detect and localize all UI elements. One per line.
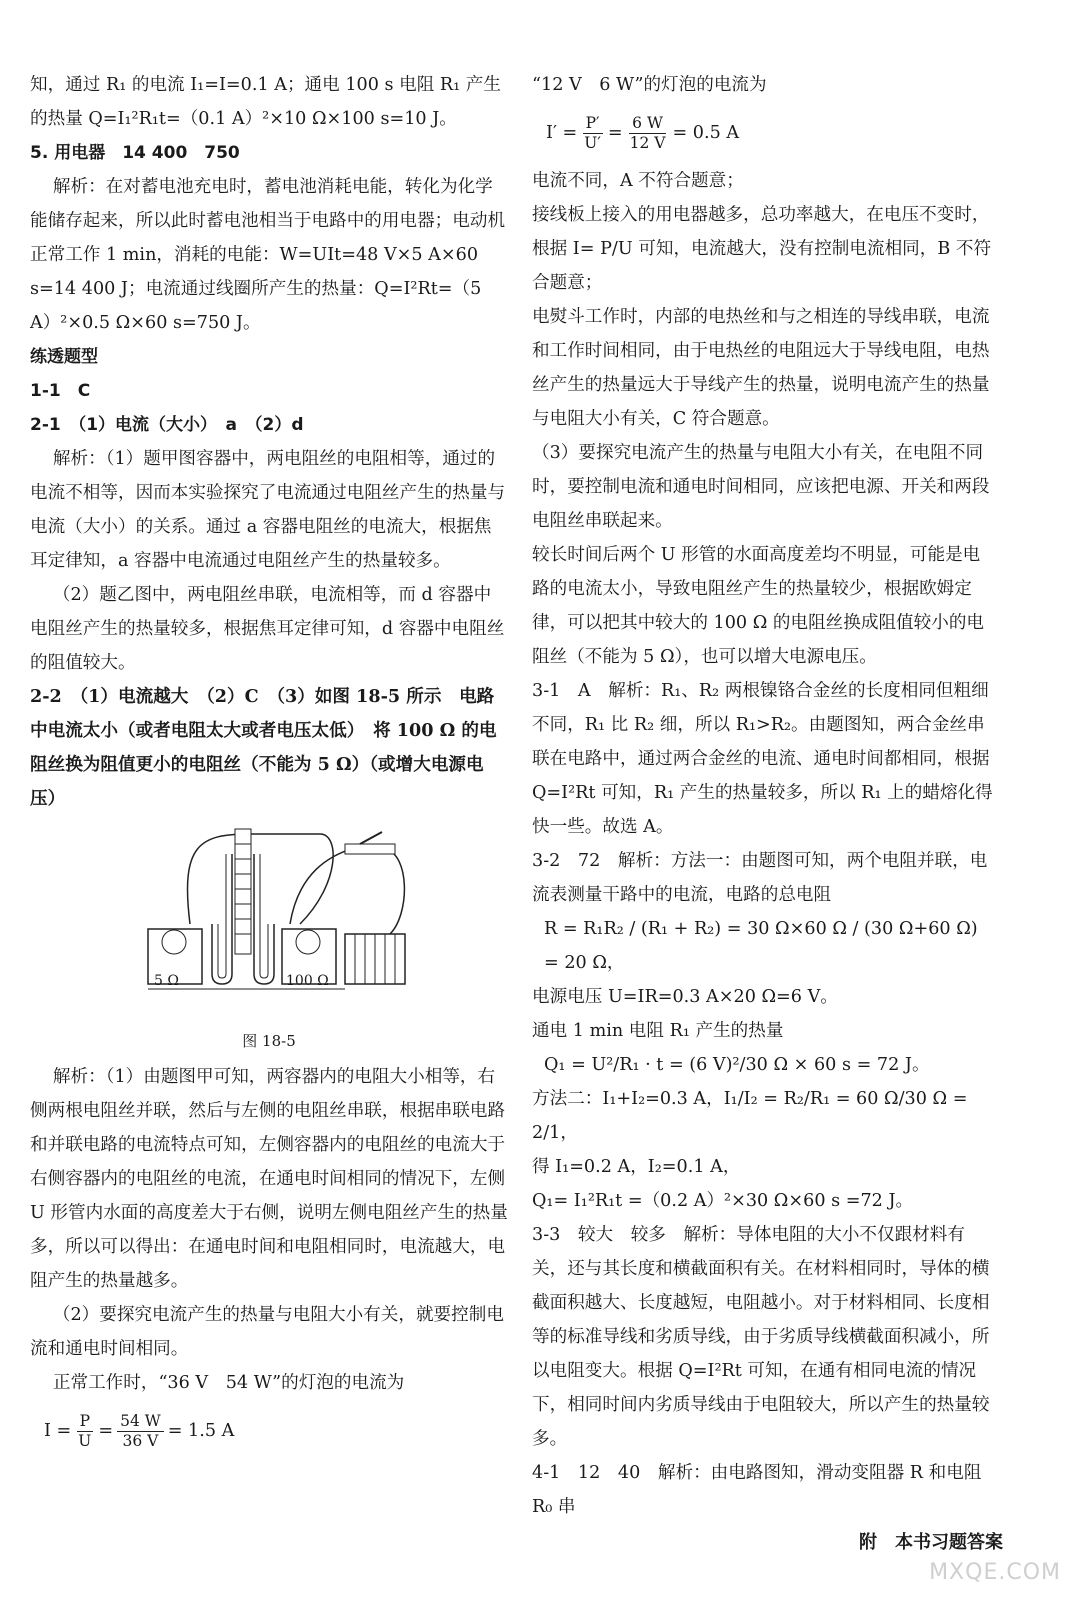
denominator: U′ xyxy=(584,133,601,152)
denominator: 12 V xyxy=(629,133,666,152)
answer-3-2: 3-2 72 解析：方法一：由题图可知，两个电阻并联，电流表测量干路中的电流，电路的总电阻 xyxy=(532,851,988,905)
formula-heat-q1: Q₁ = U²/R₁ · t = (6 V)²/30 Ω × 60 s = 72 J。 xyxy=(544,1055,930,1075)
fraction xyxy=(117,1412,164,1451)
paragraph: 较长时间后两个 U 形管的水面高度差均不明显，可能是电路的电流太小，导致电阻丝产生的热量较少，根据欧姆定律，可以把其中较大的 100 Ω 的电阻丝换成阻值较小的电阻丝（不能为 5 Ω），也可以增大电源电压。 xyxy=(532,545,985,667)
fraction xyxy=(627,114,669,153)
answer-4-1: 4-1 12 40 解析：由电路图知，滑动变阻器 R 和电阻 R₀ 串 xyxy=(532,1463,982,1517)
paragraph: （3）要探究电流产生的热量与电阻大小有关，在电阻不同时，要控制电流和通电时间相同，应该把电源、开关和两段电阻丝串联起来。 xyxy=(532,443,990,531)
equals-sign: = xyxy=(98,1421,114,1441)
numerator: 6 W xyxy=(629,114,666,134)
explanation-2-2-part2: （2）要探究电流产生的热量与电阻大小有关，就要控制电流和通电时间相同。 xyxy=(30,1305,504,1359)
watermark: MXQE.COM xyxy=(929,1560,1061,1585)
numerator: P′ xyxy=(583,114,603,134)
section-title: 练透题型 xyxy=(30,347,98,367)
paragraph: 通电 1 min 电阻 R₁ 产生的热量 xyxy=(532,1021,784,1041)
formula-total-resistance: R = R₁R₂ / (R₁ + R₂) = 30 Ω×60 Ω / (30 Ω+60 Ω) = 20 Ω， xyxy=(544,919,978,973)
explanation-2-2-part3: 正常工作时，“36 V 54 W”的灯泡的电流为 xyxy=(52,1373,405,1393)
formula-lhs: I′ = xyxy=(546,123,578,143)
denominator: U xyxy=(78,1431,92,1450)
explanation-2-1-part1: 解析：（1）题甲图容器中，两电阻丝的电阻相等，通过的电流不相等，因而本实验探究了电流通过电阻丝产生的热量与电流（大小）的关系。通过 a 容器电阻丝的电流大，根据焦耳定律知，a 容器中电流通过电阻丝产生的热量较多。 xyxy=(30,449,506,571)
paragraph: 得 I₁=0.2 A，I₂=0.1 A， xyxy=(532,1157,741,1177)
formula-current-36v xyxy=(44,1404,508,1458)
paragraph: 知，通过 R₁ 的电流 I₁=I=0.1 A；通电 100 s 电阻 R₁ 产生的热量 Q=I₁²R₁t=（0.1 A）²×10 Ω×100 s=10 J。 xyxy=(30,75,501,129)
answer-3-3: 3-3 较大 较多 解析：导体电阻的大小不仅跟材料有关，还与其长度和横截面积有关。在材料相同时，导体的横截面积越大、长度越短，电阻越小。对于材料相同、长度相等的标准导线和劣质导线，由于劣质导线横截面积减小，所以电阻变大。根据 Q=I²Rt 可知，在通有相同电流的情况下，相同时间内劣质导线由于电阻较大，所以产生的热量较多。 xyxy=(532,1225,990,1449)
formula-lhs: I = xyxy=(44,1421,72,1441)
numerator: 54 W xyxy=(117,1412,164,1432)
resistor-label-5-ohm: 5 Ω xyxy=(154,973,179,989)
explanation-2-2-part1: 解析：（1）由题图甲可知，两容器内的电阻大小相等，右侧两根电阻丝并联，然后与左侧的电阻丝串联，根据串联电路和并联电路的电流特点可知，左侧容器内的电阻丝的电流大于右侧容器内的电阻丝的电流，在通电时间相同的情况下，左侧 U 形管内水面的高度差大于右侧，说明左侧电阻丝产生的热量多，所以可以得出：在通电时间和电阻相同时，电流越大，电阻产生的热量越多。 xyxy=(30,1067,508,1291)
formula-current-12v xyxy=(546,106,994,160)
right-column xyxy=(532,68,994,1524)
answer-5: 5. 用电器 14 400 750 xyxy=(30,143,240,163)
paragraph: Q₁= I₁²R₁t =（0.2 A）²×30 Ω×60 s =72 J。 xyxy=(532,1191,914,1211)
page-footer: 附 本书习题答案 xyxy=(859,1532,1003,1553)
answer-2-2-text: 2-2 （1）电流越大 （2）C （3）如图 18-5 所示 电路中电流太小（或者电阻太大或者电压太低） 将 100 Ω 的电阻丝换为阻值更小的电阻丝（不能为 5 Ω）（或增大电源电压） xyxy=(30,686,497,809)
formula-method-2: 方法二：I₁+I₂=0.3 A，I₁/I₂ = R₂/R₁ = 60 Ω/30 Ω = 2/1， xyxy=(532,1089,968,1143)
explanation-2-1-part2: （2）题乙图中，两电阻丝串联，电流相等，而 d 容器中电阻丝产生的热量较多，根据焦耳定律可知，d 容器中电阻丝的阻值较大。 xyxy=(30,585,505,673)
paragraph: 电熨斗工作时，内部的电热丝和与之相连的导线串联，电流和工作时间相同，由于电热丝的电阻远大于导线电阻，电热丝产生的热量远大于导线产生的热量，说明电流产生的热量与电阻大小有关，C 符合题意。 xyxy=(532,307,990,429)
explanation-5: 解析：在对蓄电池充电时，蓄电池消耗电能，转化为化学能储存起来，所以此时蓄电池相当于电路中的用电器；电动机正常工作 1 min，消耗的电能：W=UIt=48 V×5 A×60 s=14 400 J；电流通过线圈所产生的热量：Q=I²Rt=（5 A）²×0.5 Ω×60 s=750 J。 xyxy=(30,177,506,333)
circuit-figure xyxy=(140,824,420,1024)
paragraph: 电流不同，A 不符合题意； xyxy=(532,171,744,191)
circuit-diagram xyxy=(140,824,420,994)
denominator: 36 V xyxy=(122,1431,159,1450)
figure-caption: 图 18-5 xyxy=(242,1032,296,1050)
answer-2-2 xyxy=(30,680,508,816)
fraction xyxy=(75,1412,94,1451)
equals-sign: = xyxy=(607,123,623,143)
paragraph: “12 V 6 W”的灯泡的电流为 xyxy=(532,75,767,95)
paragraph: 接线板上接入的用电器越多，总功率越大，在电压不变时，根据 I= P/U 可知，电流越大，没有控制电流相同，B 不符合题意； xyxy=(532,205,992,293)
resistor-label-100-ohm: 100 Ω xyxy=(286,973,329,989)
formula-rhs: = 1.5 A xyxy=(167,1421,235,1441)
numerator: P xyxy=(77,1412,93,1432)
paragraph: 电源电压 U=IR=0.3 A×20 Ω=6 V。 xyxy=(532,987,838,1007)
answer-1-1: 1-1 C xyxy=(30,381,91,401)
answer-3-1: 3-1 A 解析：R₁、R₂ 两根镍铬合金丝的长度相同但粗细不同，R₁ 比 R₂ 细，所以 R₁>R₂。由题图知，两合金丝串联在电路中，通过两合金丝的电流、通电时间都相同，根据 Q=I²Rt 可知，R₁ 产生的热量较多，所以 R₁ 上的蜡熔化得快一些。故选 A。 xyxy=(532,681,993,837)
formula-rhs: = 0.5 A xyxy=(672,123,740,143)
answer-2-1: 2-1 （1）电流（大小） a （2）d xyxy=(30,415,304,435)
fraction xyxy=(581,114,604,153)
left-column xyxy=(30,68,508,1462)
